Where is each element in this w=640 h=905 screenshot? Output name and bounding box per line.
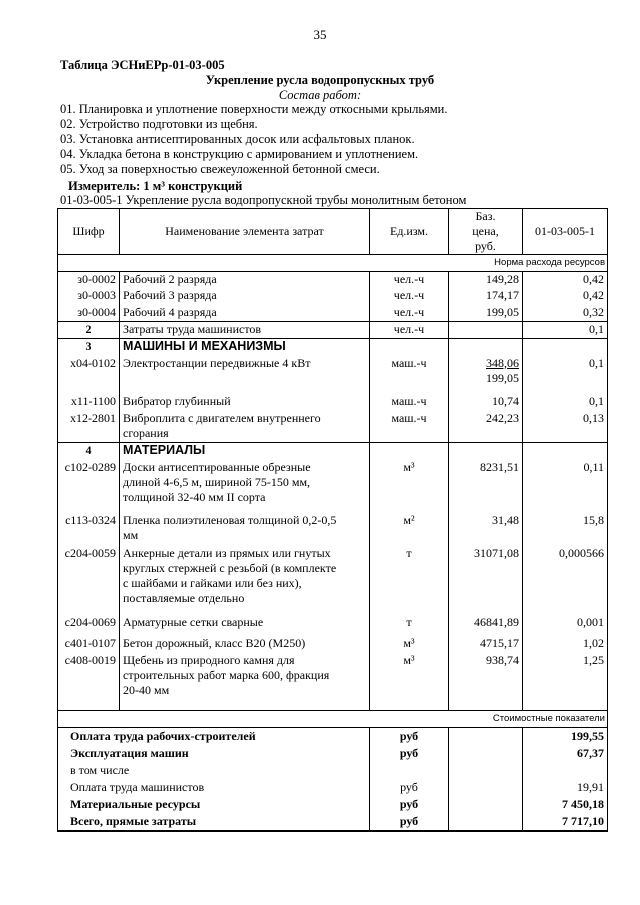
row-code: з0-0003	[58, 288, 120, 305]
row-norm: 1,02	[523, 636, 608, 653]
row-code: х04-0102	[58, 356, 120, 394]
section-name: МАТЕРИАЛЫ	[120, 443, 370, 460]
section-code: 4	[58, 443, 120, 460]
estimate-code-line: 01-03-005-1 Укрепление русла водопропускной трубы монолитным бетоном	[60, 193, 467, 207]
row-price: 31071,08	[449, 546, 523, 615]
row-price: 242,23	[449, 411, 523, 443]
table-row	[58, 636, 608, 653]
total-row: Оплата труда рабочих-строителей руб 199,55	[58, 728, 608, 746]
document-title: Укрепление русла водопропускных труб	[205, 73, 435, 87]
row-unit: м³	[370, 653, 449, 711]
row-name: Рабочий 2 разряда	[120, 272, 370, 288]
row-name: Затраты труда машинистов	[120, 322, 370, 339]
row-norm: 0,000566	[523, 546, 608, 615]
row-price: 10,74	[449, 394, 523, 411]
row-norm: 0,42	[523, 288, 608, 305]
table-row	[58, 272, 608, 288]
cost-label-row	[58, 711, 608, 728]
section-code: 3	[58, 339, 120, 356]
work-item: 05. Уход за поверхностью свежеуложенной бетонной смеси.	[60, 162, 380, 176]
row-unit: чел.-ч	[370, 272, 449, 288]
header-unit: Ед.изм.	[370, 209, 449, 255]
row-unit: т	[370, 546, 449, 615]
table-row	[58, 394, 608, 411]
row-name: Пленка полиэтиленовая толщиной 0,2-0,5 мм	[120, 513, 370, 546]
table-row	[58, 653, 608, 711]
row-code: х12-2801	[58, 411, 120, 443]
table-row	[58, 288, 608, 305]
norm-label: Норма расхода ресурсов	[58, 255, 608, 272]
table-row	[58, 356, 608, 394]
section-row	[58, 339, 608, 356]
row-norm: 0,1	[523, 356, 608, 394]
row-price: 938,74	[449, 653, 523, 711]
table-row	[58, 546, 608, 615]
row-norm: 1,25	[523, 653, 608, 711]
row-norm: 0,13	[523, 411, 608, 443]
table-row	[58, 615, 608, 636]
document-subtitle: Состав работ:	[278, 88, 362, 102]
row-unit: маш.-ч	[370, 411, 449, 443]
row-norm: 0,11	[523, 460, 608, 513]
table-row	[58, 513, 608, 546]
table-row	[58, 305, 608, 322]
row-norm: 0,1	[523, 394, 608, 411]
row-price: 174,17	[449, 288, 523, 305]
section-name: МАШИНЫ И МЕХАНИЗМЫ	[120, 339, 370, 356]
row-price: 31,48	[449, 513, 523, 546]
row-code: з0-0002	[58, 272, 120, 288]
row-norm: 15,8	[523, 513, 608, 546]
total-row: Всего, прямые затраты руб 7 717,10	[58, 813, 608, 831]
total-row: Эксплуатация машин руб 67,37	[58, 745, 608, 762]
row-norm: 0,32	[523, 305, 608, 322]
row-unit: маш.-ч	[370, 394, 449, 411]
work-item: 02. Устройство подготовки из щебня.	[60, 117, 258, 131]
row-code: с408-0019	[58, 653, 120, 711]
cost-label: Стоимостные показатели	[58, 711, 608, 728]
total-row: Материальные ресурсы руб 7 450,18	[58, 796, 608, 813]
header-norm: 01-03-005-1	[523, 209, 608, 255]
resource-table	[57, 208, 608, 832]
section-row	[58, 443, 608, 460]
row-code: 2	[58, 322, 120, 339]
row-price: 8231,51	[449, 460, 523, 513]
row-name: Рабочий 4 разряда	[120, 305, 370, 322]
row-price: 4715,17	[449, 636, 523, 653]
row-name: Щебень из природного камня для строительных работ марка 600, фракция 20-40 мм	[120, 653, 370, 711]
row-name: Арматурные сетки сварные	[120, 615, 370, 636]
row-name: Доски антисептированные обрезные длиной 4-6,5 м, шириной 75-150 мм, толщиной 32-40 мм II сорта	[120, 460, 370, 513]
row-code: с102-0289	[58, 460, 120, 513]
row-code: з0-0004	[58, 305, 120, 322]
row-price: 348,06 199,05	[449, 356, 523, 394]
norm-label-row	[58, 255, 608, 272]
table-row	[58, 411, 608, 443]
row-name: Электростанции передвижные 4 кВт	[120, 356, 370, 394]
row-unit: чел.-ч	[370, 322, 449, 339]
row-name: Анкерные детали из прямых или гнутых круглых стержней с резьбой (в комплекте с шайбами и гайками или без них), поставляемые отдельно	[120, 546, 370, 615]
row-price: 46841,89	[449, 615, 523, 636]
row-unit: м²	[370, 513, 449, 546]
table-row	[58, 460, 608, 513]
row-norm: 0,42	[523, 272, 608, 288]
row-code: с401-0107	[58, 636, 120, 653]
page-number: 35	[313, 27, 327, 42]
row-code: с204-0059	[58, 546, 120, 615]
row-price: 149,28	[449, 272, 523, 288]
row-unit: чел.-ч	[370, 288, 449, 305]
work-item: 03. Установка антисептированных досок или асфальтовых планок.	[60, 132, 415, 146]
table-name: Таблица ЭСНиЕРр-01-03-005	[60, 58, 225, 72]
row-unit: м³	[370, 636, 449, 653]
measure-unit: Измеритель: 1 м³ конструкций	[68, 179, 243, 193]
work-item: 04. Укладка бетона в конструкцию с армированием и уплотнением.	[60, 147, 419, 161]
total-row: Оплата труда машинистов руб 19,91	[58, 779, 608, 796]
row-code: с204-0069	[58, 615, 120, 636]
header-code: Шифр	[58, 209, 120, 255]
row-unit: т	[370, 615, 449, 636]
header-name: Наименование элемента затрат	[120, 209, 370, 255]
work-item: 01. Планировка и уплотнение поверхности между откосными крыльями.	[60, 102, 448, 116]
row-name: Бетон дорожный, класс В20 (М250)	[120, 636, 370, 653]
row-price: 199,05	[449, 305, 523, 322]
table-header-row	[58, 209, 608, 255]
row-norm: 0,001	[523, 615, 608, 636]
row-name: Виброплита с двигателем внутреннего сгорания	[120, 411, 370, 443]
row-unit: м³	[370, 460, 449, 513]
row-norm: 0,1	[523, 322, 608, 339]
row-code: с113-0324	[58, 513, 120, 546]
header-price: Баз. цена, руб.	[449, 209, 523, 255]
row-name: Рабочий 3 разряда	[120, 288, 370, 305]
row-code: х11-1100	[58, 394, 120, 411]
total-row: в том числе	[58, 762, 608, 779]
table-row	[58, 322, 608, 339]
row-name: Вибратор глубинный	[120, 394, 370, 411]
row-unit: маш.-ч	[370, 356, 449, 394]
row-unit: чел.-ч	[370, 305, 449, 322]
